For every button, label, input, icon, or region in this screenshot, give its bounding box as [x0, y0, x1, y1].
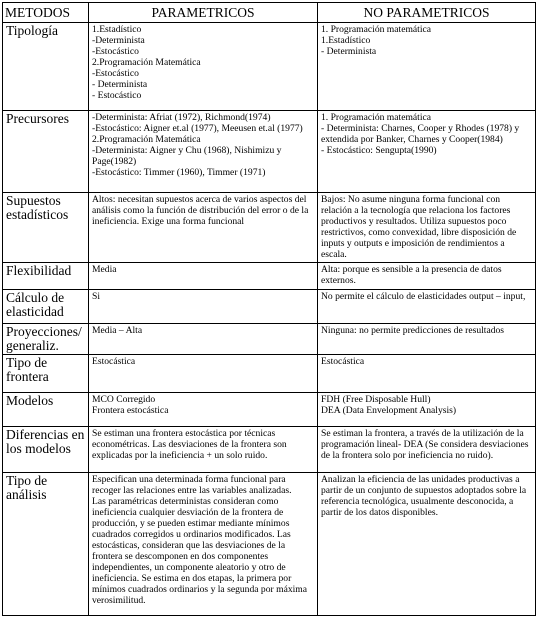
methods-comparison-table — [2, 2, 536, 616]
no-parametricos-cell — [318, 324, 536, 355]
cell-line: - Estocástico: Sengupta(1990) — [321, 145, 437, 156]
table-row — [3, 290, 536, 324]
cell-line: ineficiencia cualquier desviación de la frontera de — [92, 507, 284, 518]
cell-line: - Determinista — [92, 79, 148, 90]
cell-line: Ninguna: no permite predicciones de resultados — [321, 325, 505, 336]
parametricos-cell — [89, 393, 318, 427]
table-row — [3, 473, 536, 616]
table-body — [3, 23, 536, 616]
cell-line: Analizan la eficiencia de las unidades productivas a — [321, 474, 520, 485]
parametricos-cell — [89, 355, 318, 393]
header-no-parametricos: NO PARAMETRICOS — [318, 3, 536, 23]
table-row — [3, 427, 536, 473]
cell-line: partir de un conjunto de supuestos adoptados sobre la — [321, 485, 527, 496]
cell-line: Se estiman la frontera, a través de la utilización de la — [321, 428, 524, 439]
cell-line: estocásticas, consideran que las desviaciones de la — [92, 540, 286, 551]
header-row — [3, 3, 536, 23]
cell-line: Bajos: No asume ninguna forma funcional con — [321, 194, 501, 205]
cell-line: 2.Programación Matemática — [92, 57, 201, 68]
cell-line: econométricas. Las desviaciones de la frontera son — [92, 439, 287, 450]
cell-line: Se estiman una frontera estocástica por técnicas — [92, 428, 276, 439]
parametricos-cell — [89, 193, 318, 263]
cell-line: referencia tecnológica, usualmente desconocida, a — [321, 496, 514, 507]
cell-line: -Determinista: Aigner y Chu (1968), Nishimizu y — [92, 145, 282, 156]
parametricos-cell — [89, 427, 318, 473]
cell-line: -Estocástico: Timmer (1960), Timmer (1971) — [92, 167, 266, 178]
table-row — [3, 355, 536, 393]
cell-line: de la frontera solo por ineficiencia no ruido). — [321, 450, 494, 461]
cell-line: ineficiencia. Exige una forma funcional — [92, 216, 245, 227]
parametricos-cell — [89, 290, 318, 324]
cell-line: -Determinista: Afriat (1972), Richmond(1974) — [92, 112, 271, 123]
cell-line: 1. Programación matemática — [321, 24, 432, 35]
parametricos-cell — [89, 473, 318, 616]
cell-line: frontera se descomponen en dos componentes — [92, 551, 269, 562]
table-row — [3, 393, 536, 427]
cell-line: -Estocástico — [92, 46, 139, 57]
header-parametricos: PARAMETRICOS — [89, 3, 318, 23]
table-row — [3, 263, 536, 290]
cell-line: FDH (Free Disposable Hull) — [321, 394, 431, 405]
cell-line: escala. — [321, 249, 347, 260]
table-row — [3, 324, 536, 355]
row-label: Supuestos estadísticos — [3, 193, 89, 263]
row-label: Tipo de frontera — [3, 355, 89, 393]
row-label: Precursores — [3, 111, 89, 193]
no-parametricos-cell — [318, 23, 536, 111]
table-row — [3, 111, 536, 193]
cell-line: extendida por Banker, Charnes y Cooper(1984) — [321, 134, 503, 145]
cell-line: producción, y se pueden estimar mediante mínimos — [92, 518, 290, 529]
no-parametricos-cell — [318, 290, 536, 324]
cell-line: MCO Corregido — [92, 394, 156, 405]
table-row — [3, 193, 536, 263]
cell-line: Frontera estocástica — [92, 405, 169, 416]
cell-line: restrictivos, como convexidad, libre disposición de — [321, 227, 517, 238]
cell-line: análisis como la función de distribución del error o de la — [92, 205, 309, 216]
cell-line: relación a la tecnología que relaciona los factores — [321, 205, 511, 216]
cell-line: verosimilitud. — [92, 595, 146, 606]
cell-line: -Estocástico — [92, 68, 139, 79]
no-parametricos-cell — [318, 393, 536, 427]
cell-line: 1. Programación matemática — [321, 112, 432, 123]
no-parametricos-cell — [318, 473, 536, 616]
parametricos-cell — [89, 111, 318, 193]
cell-line: inputs y outputs e imposición de rendimientos a — [321, 238, 505, 249]
cell-line: 1.Estadístico — [321, 35, 371, 46]
no-parametricos-cell — [318, 193, 536, 263]
cell-line: Especifican una determinada forma funcional para — [92, 474, 286, 485]
parametricos-cell — [89, 324, 318, 355]
row-label: Cálculo de elasticidad — [3, 290, 89, 324]
cell-line: Las paramétricas deterministas consideran como — [92, 496, 279, 507]
row-label: Proyecciones/ generaliz. — [3, 324, 89, 355]
parametricos-cell — [89, 23, 318, 111]
row-label: Flexibilidad — [3, 263, 89, 290]
cell-line: partir de los datos disponibles. — [321, 507, 438, 518]
row-label: Modelos — [3, 393, 89, 427]
cell-line: - Estocástico — [92, 90, 142, 101]
row-label: Tipo de análisis — [3, 473, 89, 616]
parametricos-cell — [89, 263, 318, 290]
cell-line: -Determinista — [92, 35, 145, 46]
cell-line: Si — [92, 291, 101, 302]
cell-line: Media — [92, 264, 117, 275]
row-label: Tipología — [3, 23, 89, 111]
cell-line: 2.Programación Matemática — [92, 134, 201, 145]
cell-line: Estocástica — [321, 356, 365, 367]
cell-line: Estocástica — [92, 356, 136, 367]
cell-line: -Estocástico: Aigner et.al (1977), Meeusen et.al (1977) — [92, 123, 303, 134]
cell-line: cuadrados corregidos u ordinarios modificados. Las — [92, 529, 291, 540]
row-label: Diferencias en los modelos — [3, 427, 89, 473]
cell-line: productivos y resultados. Utiliza supuestos poco — [321, 216, 507, 227]
cell-line: DEA (Data Envelopment Analysis) — [321, 405, 457, 416]
cell-line: recoger las relaciones entre las variables analizadas. — [92, 485, 292, 496]
cell-line: explicadas por la ineficiencia + un solo ruido. — [92, 450, 268, 461]
cell-line: - Determinista — [321, 46, 377, 57]
cell-line: No permite el cálculo de elasticidades output – input, — [321, 291, 526, 302]
table-row — [3, 23, 536, 111]
header-metodos: METODOS — [3, 3, 89, 23]
cell-line: Page(1982) — [92, 156, 137, 167]
no-parametricos-cell — [318, 355, 536, 393]
cell-line: independientes, un componente aleatorio y otro de — [92, 562, 286, 573]
no-parametricos-cell — [318, 263, 536, 290]
cell-line: Altos: necesitan supuestos acerca de varios aspectos del — [92, 194, 307, 205]
no-parametricos-cell — [318, 427, 536, 473]
cell-line: programación lineal- DEA (Se considera desviaciones — [321, 439, 529, 450]
cell-line: - Determinista: Charnes, Cooper y Rhodes (1978) y — [321, 123, 520, 134]
cell-line: Media – Alta — [92, 325, 143, 336]
cell-line: 1.Estadístico — [92, 24, 142, 35]
cell-line: mínimos cuadrados ordinarios y la segunda por máxima — [92, 584, 308, 595]
cell-line: ineficiencia. Se estima en dos etapas, la primera por — [92, 573, 292, 584]
cell-line: Alta: porque es sensible a la presencia de datos — [321, 264, 502, 275]
no-parametricos-cell — [318, 111, 536, 193]
cell-line: externos. — [321, 275, 356, 286]
